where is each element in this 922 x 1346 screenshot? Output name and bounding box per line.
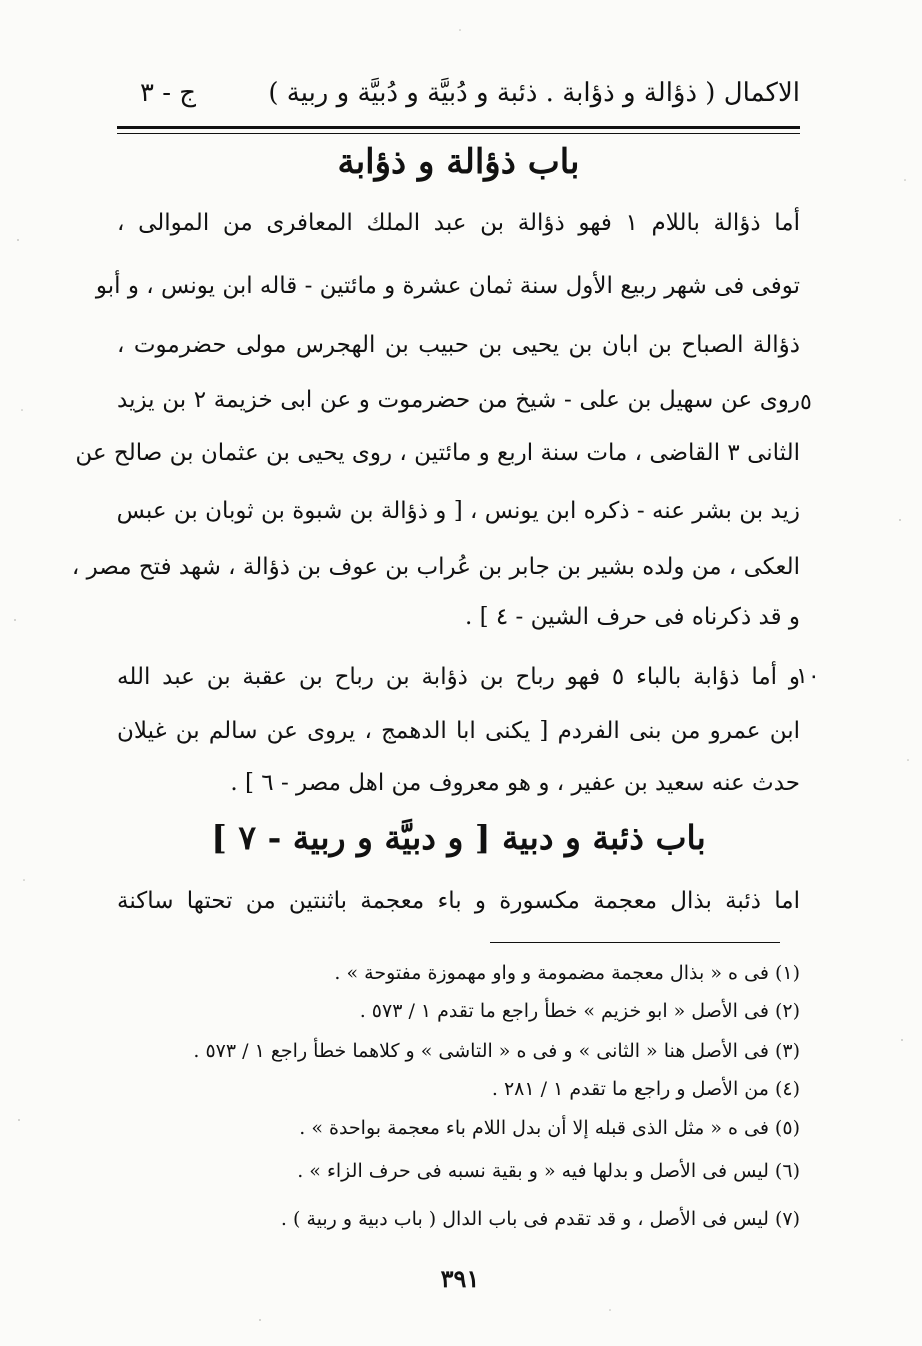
- body-line: الثانى ٣ القاضى ، مات سنة اربع و مائتين ، روى يحيى بن عثمان بن صالح عن: [75, 440, 800, 466]
- header-rule-thick: [117, 126, 800, 129]
- body-line: حدث عنه سعيد بن عفير ، و هو معروف من اهل مصر - ٦ ] .: [230, 770, 800, 796]
- body-line: و قد ذكرناه فى حرف الشين - ٤ ] .: [464, 604, 800, 630]
- header-volume: ج - ٣: [140, 78, 197, 108]
- body-line: زيد بن بشر عنه - ذكره ابن يونس ، [ و ذؤالة بن شبوة بن ثوبان بن عبس: [116, 498, 800, 524]
- margin-line-number: ٥: [800, 390, 812, 415]
- footnote: (٧) ليس فى الأصل ، و قد تقدم فى باب الدال ( باب دبية و ربية ) .: [280, 1208, 800, 1230]
- footnote: (٥) فى ه « مثل الذى قبله إلا أن بدل اللام باء معجمة بواحدة » .: [299, 1117, 800, 1139]
- header-title: الاكمال ( ذؤالة و ذؤابة . ذئبة و دُبيَّة و دُبيَّة و ربية ): [268, 78, 800, 108]
- footnote-rule: [490, 942, 780, 943]
- footnote: (١) فى ه « بذال معجمة مضمومة و واو مهموزة مفتوحة » .: [334, 962, 800, 984]
- footnote: (٣) فى الأصل هنا « الثانى » و فى ه « التاشى » و كلاهما خطأ راجع ١ / ٥٧٣ .: [193, 1040, 800, 1062]
- running-header: [140, 78, 800, 118]
- footnote: (٦) ليس فى الأصل و بدلها فيه « و بقية نسبه فى حرف الزاء » .: [297, 1160, 800, 1182]
- footnote: (٤) من الأصل و راجع ما تقدم ١ / ٢٨١ .: [491, 1078, 800, 1100]
- body-line: توفى فى شهر ربيع الأول سنة ثمان عشرة و مائتين - قاله ابن يونس ، و أبو: [95, 273, 800, 299]
- body-line: روى عن سهيل بن على - شيخ من حضرموت و عن ابى خزيمة ٢ بن يزيد: [117, 387, 800, 413]
- body-line: و أما ذؤابة بالباء ٥ فهو رباح بن ذؤابة بن رباح بن عقبة بن عبد الله: [117, 664, 800, 690]
- body-line: أما ذؤالة باللام ١ فهو ذؤالة بن عبد الملك المعافرى من الموالى ،: [117, 210, 800, 236]
- section-title-2: باب ذئبة و دبية [ و دبيَّة و ربية - ٧ ]: [211, 818, 706, 857]
- section-title-1: باب ذؤالة و ذؤابة: [337, 142, 580, 182]
- body-line: ذؤالة الصباح بن ابان بن يحيى بن حبيب بن الهجرس مولى حضرموت ،: [117, 332, 800, 358]
- body-line: ابن عمرو من بنى الفردم [ يكنى ابا الدهمج ، يروى عن سالم بن غيلان: [117, 718, 800, 744]
- body-line: العكى ، من ولده بشير بن جابر بن عُراب بن عوف بن ذؤالة ، شهد فتح مصر ،: [71, 554, 800, 580]
- header-rule-thin: [117, 133, 800, 134]
- margin-line-number: ١٠: [796, 664, 820, 689]
- body-line: اما ذئبة بذال معجمة مكسورة و باء معجمة باثنتين من تحتها ساكنة: [117, 888, 800, 914]
- footnote: (٢) فى الأصل « ابو خزيم » خطأ راجع ما تقدم ١ / ٥٧٣ .: [359, 1000, 800, 1022]
- page-number: ٣٩١: [440, 1264, 480, 1293]
